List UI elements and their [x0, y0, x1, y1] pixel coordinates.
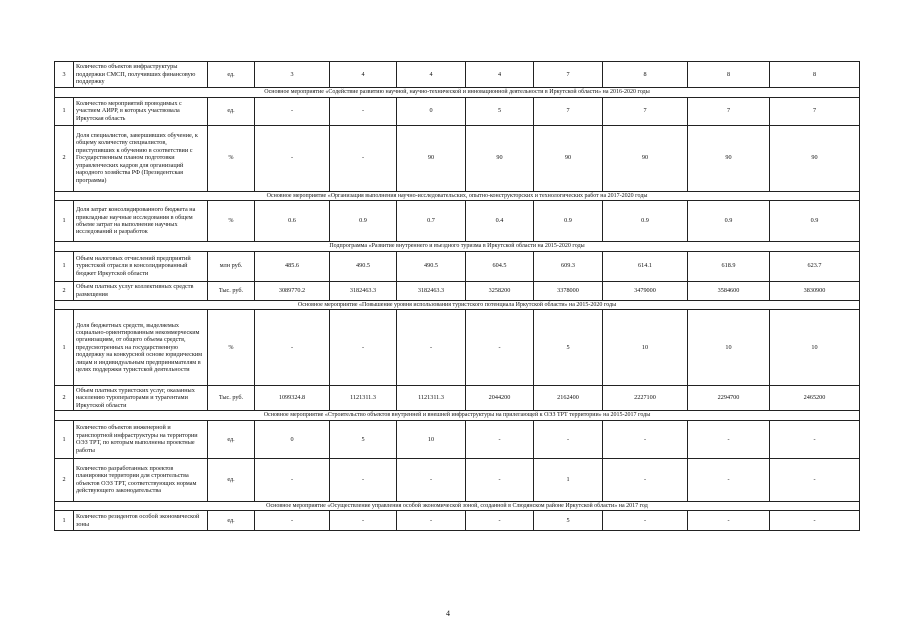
value-cell: - [255, 511, 330, 531]
row-number: 2 [55, 281, 74, 300]
value-cell: 7 [688, 97, 770, 125]
indicator-name: Объем платных услуг коллективных средств размещения [74, 281, 208, 300]
section-header-row [55, 242, 860, 252]
unit-cell: % [208, 201, 255, 242]
value-cell: 1121311.3 [330, 386, 397, 411]
value-cell: - [466, 420, 534, 458]
value-cell: - [255, 97, 330, 125]
value-cell: 3479000 [603, 281, 688, 300]
value-cell: 623.7 [770, 251, 860, 281]
table-row [55, 310, 860, 386]
value-cell: 90 [534, 125, 603, 191]
value-cell: 609.3 [534, 251, 603, 281]
value-cell: 0.9 [688, 201, 770, 242]
value-cell: 1121311.3 [397, 386, 466, 411]
value-cell: 10 [603, 310, 688, 386]
indicator-name: Количество объектов инфраструктуры поддержки СМСП, получивших финансовую поддержку [74, 62, 208, 88]
unit-cell: ед. [208, 458, 255, 501]
section-header-row [55, 300, 860, 310]
value-cell: - [466, 458, 534, 501]
section-header-row [55, 88, 860, 98]
value-cell: 7 [534, 97, 603, 125]
value-cell: 618.9 [688, 251, 770, 281]
table-row [55, 511, 860, 531]
row-number: 1 [55, 251, 74, 281]
value-cell: 3830900 [770, 281, 860, 300]
row-number: 2 [55, 125, 74, 191]
value-cell: 0.4 [466, 201, 534, 242]
value-cell: 8 [603, 62, 688, 88]
table-row [55, 420, 860, 458]
value-cell: 5 [534, 310, 603, 386]
value-cell: 4 [397, 62, 466, 88]
value-cell: 0.9 [770, 201, 860, 242]
value-cell: 614.1 [603, 251, 688, 281]
value-cell: - [255, 458, 330, 501]
value-cell: 5 [466, 97, 534, 125]
table-row [55, 386, 860, 411]
unit-cell: ед. [208, 511, 255, 531]
unit-cell: % [208, 125, 255, 191]
indicator-name: Количество резидентов особой экономической зоны [74, 511, 208, 531]
value-cell: 0.7 [397, 201, 466, 242]
row-number: 1 [55, 511, 74, 531]
indicators-table [54, 61, 860, 531]
value-cell: - [603, 458, 688, 501]
value-cell: - [603, 511, 688, 531]
value-cell: - [397, 458, 466, 501]
table-row [55, 97, 860, 125]
value-cell: - [466, 511, 534, 531]
value-cell: 90 [688, 125, 770, 191]
section-title: Основное мероприятие «Строительство объектов внутренней и внешней инфраструктуры на прилегающей к ОЭЗ ТРТ территории» на 2015-2017 годы [55, 411, 860, 421]
value-cell: 7 [770, 97, 860, 125]
indicator-name: Объем платных туристских услуг, оказанных населению туроператорами и турагентами Иркутской области [74, 386, 208, 411]
unit-cell: Тыс. руб. [208, 386, 255, 411]
value-cell: 485.6 [255, 251, 330, 281]
unit-cell: млн руб. [208, 251, 255, 281]
value-cell: 3182463.3 [397, 281, 466, 300]
indicator-name: Объем налоговых отчислений предприятий туристской отрасли в консолидированный бюджет Иркутской области [74, 251, 208, 281]
table-row [55, 201, 860, 242]
indicator-name: Количество мероприятий проводимых с участием АИРР, в которых участвовала Иркутская область [74, 97, 208, 125]
value-cell: 90 [770, 125, 860, 191]
value-cell: 0.9 [603, 201, 688, 242]
value-cell: 0 [255, 420, 330, 458]
value-cell: 4 [466, 62, 534, 88]
value-cell: 0 [397, 97, 466, 125]
indicator-name: Доля специалистов, завершивших обучение, к общему количеству специалистов, приступивших к обучению в соответствии с Государственным планом подготовки управленческих кадров для организаций народного хозяйства РФ (Президентская программа) [74, 125, 208, 191]
indicator-name: Доля бюджетных средств, выделяемых социально-ориентированным некоммерческим организациям, от общего объема средств, предусмотренных на государственную поддержку на конкурсной основе юридическим лицам и индивидуальным предпринимателям в целях поддержки туристской деятельности [74, 310, 208, 386]
unit-cell: ед. [208, 62, 255, 88]
row-number: 1 [55, 201, 74, 242]
row-number: 2 [55, 458, 74, 501]
unit-cell: % [208, 310, 255, 386]
value-cell: 2162400 [534, 386, 603, 411]
value-cell: 2044200 [466, 386, 534, 411]
value-cell: - [330, 97, 397, 125]
value-cell: - [330, 310, 397, 386]
value-cell: 7 [534, 62, 603, 88]
value-cell: - [397, 310, 466, 386]
value-cell: - [534, 420, 603, 458]
value-cell: 2465200 [770, 386, 860, 411]
section-header-row [55, 411, 860, 421]
value-cell: - [688, 511, 770, 531]
value-cell: 3584600 [688, 281, 770, 300]
value-cell: 10 [688, 310, 770, 386]
table-row [55, 281, 860, 300]
value-cell: - [770, 458, 860, 501]
row-number: 1 [55, 97, 74, 125]
value-cell: 5 [330, 420, 397, 458]
value-cell: 7 [603, 97, 688, 125]
unit-cell: Тыс. руб. [208, 281, 255, 300]
value-cell: 5 [534, 511, 603, 531]
value-cell: 490.5 [397, 251, 466, 281]
value-cell: - [397, 511, 466, 531]
value-cell: - [688, 458, 770, 501]
indicator-name: Доля затрат консолидированного бюджета на прикладные научные исследования в общем объеме затрат на выполнение научных исследований и разработок [74, 201, 208, 242]
value-cell: 490.5 [330, 251, 397, 281]
value-cell: 10 [770, 310, 860, 386]
value-cell: 3089770.2 [255, 281, 330, 300]
page-number: 4 [446, 609, 450, 618]
unit-cell: ед. [208, 97, 255, 125]
table-row [55, 125, 860, 191]
section-title: Основное мероприятие «Содействие развитию научной, научно-технической и инновационной деятельности в Иркутской области» на 2016-2020 годы [55, 88, 860, 98]
value-cell: - [330, 125, 397, 191]
section-header-row [55, 191, 860, 201]
value-cell: 3 [255, 62, 330, 88]
value-cell: 8 [688, 62, 770, 88]
value-cell: 3378000 [534, 281, 603, 300]
section-title: Основное мероприятие «Повышение уровня использования туристского потенциала Иркутской области» на 2015-2020 годы [55, 300, 860, 310]
value-cell: 0.6 [255, 201, 330, 242]
value-cell: 2294700 [688, 386, 770, 411]
indicator-name: Количество объектов инженерной и транспортной инфраструктуры на территории ОЭЗ ТРТ, по которым выполнены проектные работы [74, 420, 208, 458]
value-cell: 1 [534, 458, 603, 501]
indicator-name: Количество разработанных проектов планировки территории для строительства объектов ОЭЗ ТРТ, соответствующих нормам действующего законодательства [74, 458, 208, 501]
value-cell: 90 [466, 125, 534, 191]
value-cell: 90 [397, 125, 466, 191]
value-cell: - [603, 420, 688, 458]
section-title: Основное мероприятие «Организация выполнения научно-исследовательских, опытно-конструкторских и технологических работ на 2017-2020 годы [55, 191, 860, 201]
value-cell: 3258200 [466, 281, 534, 300]
value-cell: - [330, 458, 397, 501]
table-row [55, 62, 860, 88]
value-cell: - [330, 511, 397, 531]
value-cell: 10 [397, 420, 466, 458]
section-header-row [55, 501, 860, 511]
section-title: Подпрограмма «Развитие внутреннего и въездного туризма в Иркутской области на 2015-2020 годы [55, 242, 860, 252]
section-title: Основное мероприятие «Осуществление управления особой экономической зоной, созданной в Слюдянском районе Иркутской области» на 2017 год [55, 501, 860, 511]
value-cell: 0.9 [330, 201, 397, 242]
value-cell: 3182463.3 [330, 281, 397, 300]
value-cell: - [770, 511, 860, 531]
row-number: 1 [55, 420, 74, 458]
value-cell: 90 [603, 125, 688, 191]
value-cell: 604.5 [466, 251, 534, 281]
value-cell: 4 [330, 62, 397, 88]
row-number: 2 [55, 386, 74, 411]
table-row [55, 251, 860, 281]
value-cell: 8 [770, 62, 860, 88]
row-number: 3 [55, 62, 74, 88]
value-cell: - [255, 310, 330, 386]
value-cell: 2227100 [603, 386, 688, 411]
value-cell: - [688, 420, 770, 458]
table-body [55, 62, 860, 531]
value-cell: - [255, 125, 330, 191]
table-row [55, 458, 860, 501]
row-number: 1 [55, 310, 74, 386]
unit-cell: ед. [208, 420, 255, 458]
value-cell: - [770, 420, 860, 458]
value-cell: - [466, 310, 534, 386]
value-cell: 0.9 [534, 201, 603, 242]
value-cell: 1099324.8 [255, 386, 330, 411]
